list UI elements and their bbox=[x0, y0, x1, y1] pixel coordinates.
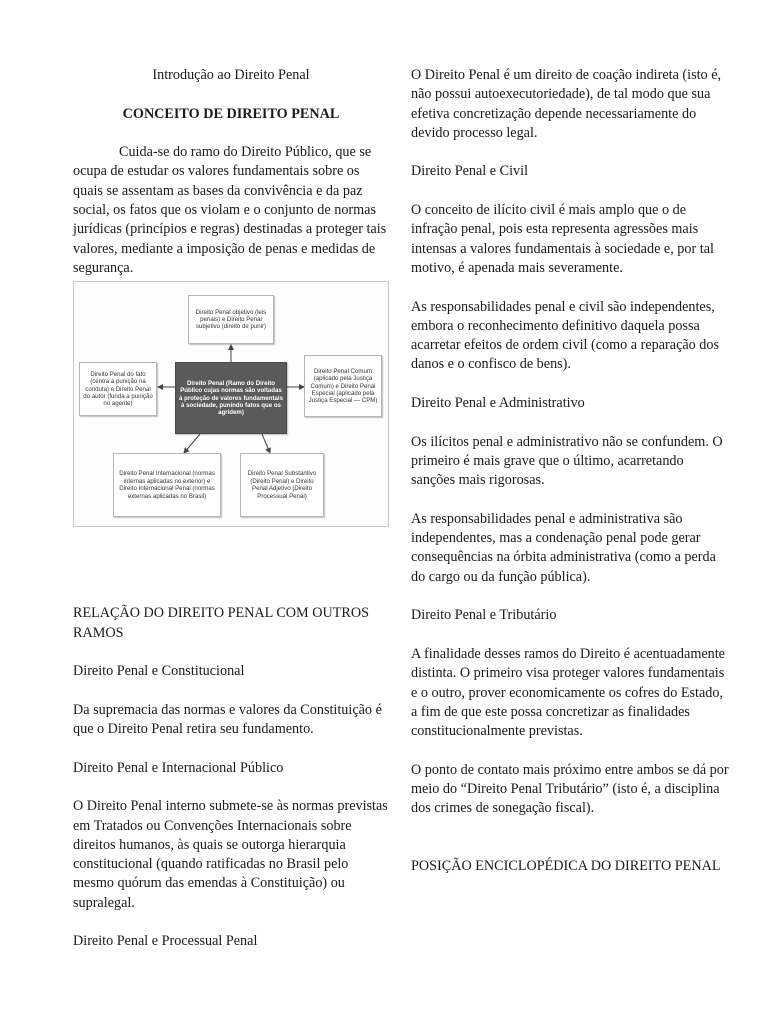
subheading-constitucional: Direito Penal e Constitucional bbox=[73, 663, 245, 680]
paragraph-administrativo-2: As responsabilidades penal e administrativa são independentes, mas a condenação penal pode gerar consequências na órbita administrativa (como a perda do cargo ou da função pública). bbox=[411, 510, 716, 585]
right-column bbox=[411, 66, 729, 876]
diagram-box-internacional: Direito Penal Internacional (normas internas aplicadas no exterior) e Direito Internacional Penal (normas externas aplicadas no Brasil) bbox=[113, 453, 221, 517]
section-heading-posicao: POSIÇÃO ENCICLOPÉDICA DO DIREITO PENAL bbox=[411, 858, 721, 875]
paragraph-civil-1: O conceito de ilícito civil é mais amplo que o de infração penal, pois esta representa agressões mais intensas a valores fundamentais à sociedade e, por tal motivo, é apenada mais severamente. bbox=[411, 202, 714, 276]
section-heading-conceito: CONCEITO DE DIREITO PENAL bbox=[122, 105, 340, 122]
diagram-box-substantivo-adjetivo: Direito Penal Substantivo (Direito Penal) e Direito Penal Adjetivo (Direito Processual Penal) bbox=[240, 453, 324, 517]
paragraph-internacional: O Direito Penal interno submete-se às normas previstas em Tratados ou Convenções Internacionais sobre direitos humanos, às quais se outorga hierarquia constitucional (quando ratificadas no Brasil pelo mesmo quórum das emendas à Constituição) ou supralegal. bbox=[73, 798, 388, 911]
paragraph-constitucional: Da supremacia das normas e valores da Constituição é que o Direito Penal retira seu fundamento. bbox=[73, 701, 382, 738]
diagram-box-direito-penal: Direito Penal (Ramo do Direito Público cujas normas são voltadas à proteção de valores fundamentais à sociedade, punindo fatos que os agridem) bbox=[175, 362, 287, 434]
subheading-administrativo: Direito Penal e Administrativo bbox=[411, 395, 585, 412]
subheading-processual: Direito Penal e Processual Penal bbox=[73, 933, 258, 950]
concept-diagram bbox=[73, 281, 389, 527]
left-column bbox=[73, 66, 389, 952]
diagram-box-comum-especial: Direito Penal Comum (aplicado pela Justiça Comum) e Direito Penal Especial (aplicado pela Justiça Especial — CPM) bbox=[304, 355, 382, 417]
diagram-box-objetivo-subjetivo: Direito Penal objetivo (leis penais) e Direito Penal subjetivo (direito de punir) bbox=[188, 295, 274, 344]
subheading-civil: Direito Penal e Civil bbox=[411, 163, 529, 180]
document-subtitle: Introdução ao Direito Penal bbox=[152, 67, 310, 83]
paragraph-administrativo-1: Os ilícitos penal e administrativo não se confundem. O primeiro é mais grave que o último, acarretando sanções mais rigorosas. bbox=[411, 433, 723, 489]
paragraph-tributario-1: A finalidade desses ramos do Direito é acentuadamente distinta. O primeiro visa proteger valores fundamentais e o outro, prover economicamente os cofres do Estado, a fim de que este possa concretizar as finalidades constitucionalmente previstas. bbox=[411, 645, 725, 740]
paragraph-civil-2: As responsabilidades penal e civil são independentes, embora o reconhecimento definitivo daquela possa acarretar efeitos de ordem civil (como a reparação dos danos e o confisco de bens). bbox=[411, 298, 720, 373]
intro-paragraph: Cuida-se do ramo do Direito Público, que se ocupa de estudar os valores fundamentais sobre os quais se assentam as bases da convivência e da paz social, os fatos que os violam e o conjunto de normas jurídicas (princípios e regras) destinadas a proteger tais valores, mediante a imposição de penas e medidas de segurança. bbox=[73, 144, 387, 276]
section-heading-relacao: RELAÇÃO DO DIREITO PENAL COM OUTROS RAMOS bbox=[73, 605, 369, 641]
paragraph-tributario-2: O ponto de contato mais próximo entre ambos se dá por meio do “Direito Penal Tributário” (isto é, a disciplina dos crimes de sonegação fiscal). bbox=[411, 761, 729, 817]
subheading-tributario: Direito Penal e Tributário bbox=[411, 607, 557, 624]
paragraph-coacao: O Direito Penal é um direito de coação indireta (isto é, não possui autoexecutoriedade), de tal modo que sua efetiva concretização depende necessariamente do devido processo legal. bbox=[411, 67, 722, 141]
subheading-internacional: Direito Penal e Internacional Público bbox=[73, 759, 284, 776]
diagram-box-fato-autor: Direito Penal do fato (centra a punição na conduta) e Direito Penal do autor (funda a punição no agente) bbox=[79, 362, 157, 416]
